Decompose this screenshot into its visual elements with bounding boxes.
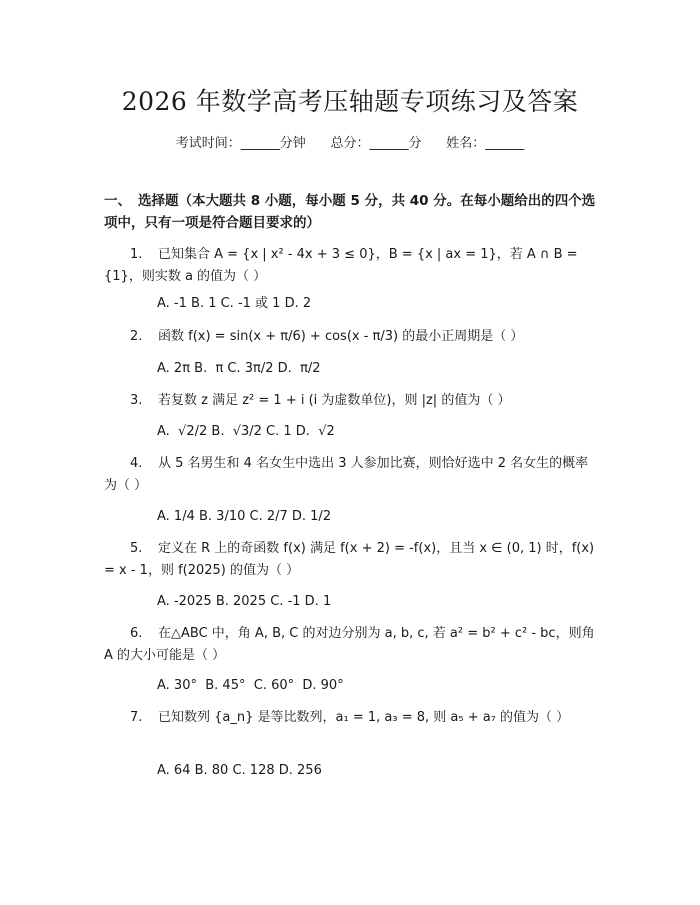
question-5: [104, 538, 600, 582]
section-heading: [104, 190, 604, 234]
question-number: 7.: [130, 710, 143, 725]
question-number: 6.: [130, 626, 143, 641]
question-7: [104, 707, 600, 729]
question-7-options: A. 64 B. 80 C. 128 D. 256: [157, 763, 322, 778]
question-text: 从 5 名男生和 4 名女生中选出 3 人参加比赛，则恰好选中 2 名女生的概率为（ ）: [104, 456, 589, 493]
question-1: [104, 244, 600, 288]
question-number: 4.: [130, 456, 143, 471]
question-number: 5.: [130, 541, 143, 556]
question-text: 已知数列 {a_n} 是等比数列，a₁ = 1, a₃ = 8, 则 a₅ + a₇ 的值为（ ）: [158, 710, 570, 725]
question-number: 1.: [130, 247, 143, 262]
question-text: 若复数 z 满足 z² = 1 + i (i 为虚数单位)，则 |z| 的值为（ ）: [158, 393, 511, 408]
page-title: 2026 年数学高考压轴题专项练习及答案: [121, 87, 579, 116]
exam-info-row: 考试时间：______分钟 总分：______分 姓名：______: [175, 136, 525, 151]
question-6: [104, 623, 600, 667]
question-5-options: A. -2025 B. 2025 C. -1 D. 1: [157, 594, 332, 609]
question-text: 在△ABC 中，角 A, B, C 的对边分别为 a, b, c, 若 a² = b² + c² - bc，则角 A 的大小可能是（ ）: [104, 626, 595, 663]
question-2: [104, 326, 600, 348]
question-number: 2.: [130, 329, 143, 344]
question-text: 函数 f(x) = sin(x + π/6) + cos(x - π/3) 的最小正周期是（ ）: [158, 329, 524, 344]
section-number: 一、: [104, 193, 131, 209]
question-6-options: A. 30° B. 45° C. 60° D. 90°: [157, 678, 344, 693]
section-heading-text: 选择题（本大题共 8 小题，每小题 5 分，共 40 分。在每小题给出的四个选项中，只有一项是符合题目要求的）: [104, 193, 596, 231]
question-1-options: A. -1 B. 1 C. -1 或 1 D. 2: [157, 296, 312, 311]
question-4: [104, 453, 600, 497]
question-number: 3.: [130, 393, 143, 408]
question-3-options: A. √2/2 B. √3/2 C. 1 D. √2: [157, 424, 335, 439]
question-4-options: A. 1/4 B. 3/10 C. 2/7 D. 1/2: [157, 509, 332, 524]
question-text: 定义在 R 上的奇函数 f(x) 满足 f(x + 2) = -f(x)，且当 x ∈ (0, 1) 时，f(x) = x - 1，则 f(2025) 的值为（ ）: [104, 541, 595, 578]
question-2-options: A. 2π B. π C. 3π/2 D. π/2: [157, 361, 321, 376]
question-text: 已知集合 A = {x | x² - 4x + 3 ≤ 0}，B = {x | ax = 1}，若 A ∩ B = {1}，则实数 a 的值为（ ）: [104, 247, 578, 284]
question-3: [104, 390, 600, 412]
